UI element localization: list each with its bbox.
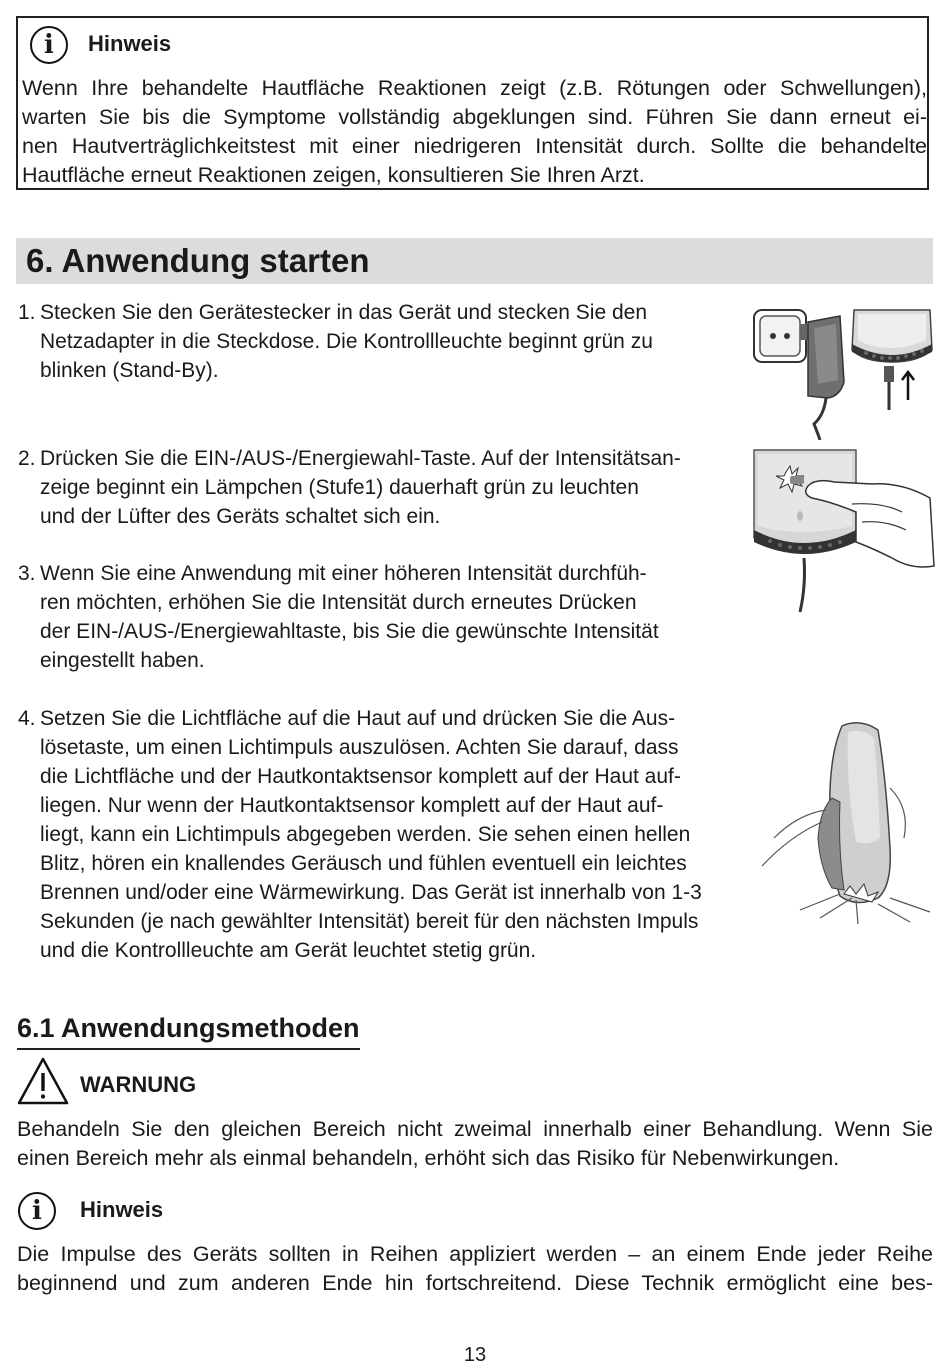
- step-line: lösetaste, um einen Lichtimpuls auszulösen. Achten Sie darauf, dass: [40, 736, 679, 759]
- info-icon: i: [30, 26, 68, 64]
- info-icon: i: [18, 1192, 56, 1230]
- hint-title: Hinweis: [80, 1197, 164, 1222]
- step-line: Wenn Sie eine Anwendung mit einer höheren Intensität durchfüh-: [40, 562, 647, 585]
- hint-line: beginnend und zum anderen Ende hin fortschreitend. Diese Technik ermöglicht eine bes-: [17, 1271, 933, 1295]
- warning-line: einen Bereich mehr als einmal behandeln, erhöht sich das Risiko für Nebenwirkungen.: [17, 1146, 840, 1170]
- step-line: Brennen und/oder eine Wärmewirkung. Das Gerät ist innerhalb von 1-3: [40, 881, 702, 904]
- step-line: und der Lüfter des Geräts schaltet sich ein.: [40, 505, 441, 528]
- step-line: Stecken Sie den Gerätestecker in das Gerät und stecken Sie den: [40, 301, 648, 324]
- device-on-skin-illustration: [760, 718, 940, 924]
- warning-line: Behandeln Sie den gleichen Bereich nicht zweimal innerhalb einer Behandlung. Wenn Sie: [17, 1117, 933, 1141]
- step-line: Drücken Sie die EIN-/AUS-/Energiewahl-Taste. Auf der Intensitätsan-: [40, 447, 681, 470]
- step-1: [18, 298, 718, 385]
- step-line: liegen. Nur wenn der Hautkontaktsensor komplett auf der Haut auf-: [40, 794, 664, 817]
- adapter-illustration: [748, 300, 938, 440]
- warning-title: WARNUNG: [80, 1072, 197, 1097]
- step-number: 2.: [18, 447, 36, 470]
- step-line: liegt, kann ein Lichtimpuls abgegeben werden. Sie sehen einen hellen: [40, 823, 691, 846]
- step-text: [18, 704, 743, 965]
- hint-line: Die Impulse des Geräts sollten in Reihen appliziert werden – an einem Ende jeder Reihe: [17, 1242, 933, 1266]
- step-line: Sekunden (je nach gewählter Intensität) bereit für den nächsten Impuls: [40, 910, 699, 933]
- note-title: Hinweis: [88, 31, 172, 56]
- step-line: Setzen Sie die Lichtfläche auf die Haut auf und drücken Sie die Aus-: [40, 707, 676, 730]
- hint-text: [17, 1240, 933, 1298]
- warning-triangle-icon: [16, 1056, 70, 1106]
- step-text: [18, 298, 718, 385]
- step-text: [18, 444, 738, 531]
- page-number: 13: [463, 1344, 487, 1366]
- subsection-title: 6.1 Anwendungsmethoden: [17, 1010, 360, 1050]
- step-line: blinken (Stand-By).: [40, 359, 219, 382]
- note-line: warten Sie bis die Symptome vollständig abgeklungen sind. Führen Sie dann erneut ei-: [22, 105, 927, 129]
- warning-text: [17, 1115, 933, 1173]
- button-press-illustration: [752, 446, 938, 614]
- step-line: Blitz, hören ein knallendes Geräusch und fühlen eventuell ein leichtes: [40, 852, 687, 875]
- step-line: Netzadapter in die Steckdose. Die Kontrollleuchte beginnt grün zu: [40, 330, 653, 353]
- step-line: ren möchten, erhöhen Sie die Intensität durch erneutes Drücken: [40, 591, 637, 614]
- section-title: 6. Anwendung starten: [26, 242, 370, 279]
- note-line: Hautfläche erneut Reaktionen zeigen, konsultieren Sie Ihren Arzt.: [22, 163, 645, 187]
- step-text: [18, 559, 738, 675]
- step-3: [18, 559, 738, 675]
- note-line: Wenn Ihre behandelte Hautfläche Reaktionen zeigt (z.B. Rötungen oder Schwellungen),: [22, 76, 927, 100]
- note-text: [22, 74, 927, 190]
- step-number: 4.: [18, 707, 36, 730]
- step-line: eingestellt haben.: [40, 649, 205, 672]
- step-line: die Lichtfläche und der Hautkontaktsensor komplett auf der Haut auf-: [40, 765, 681, 788]
- step-line: der EIN-/AUS-/Energiewahltaste, bis Sie die gewünschte Intensität: [40, 620, 659, 643]
- step-number: 3.: [18, 562, 36, 585]
- step-line: zeige beginnt ein Lämpchen (Stufe1) dauerhaft grün zu leuchten: [40, 476, 639, 499]
- step-4: [18, 704, 743, 965]
- step-line: und die Kontrollleuchte am Gerät leuchtet stetig grün.: [40, 939, 537, 962]
- step-2: [18, 444, 738, 531]
- step-number: 1.: [18, 301, 36, 324]
- note-line: nen Hautverträglichkeitstest mit einer niedrigeren Intensität durch. Sollte die behandelte: [22, 134, 927, 158]
